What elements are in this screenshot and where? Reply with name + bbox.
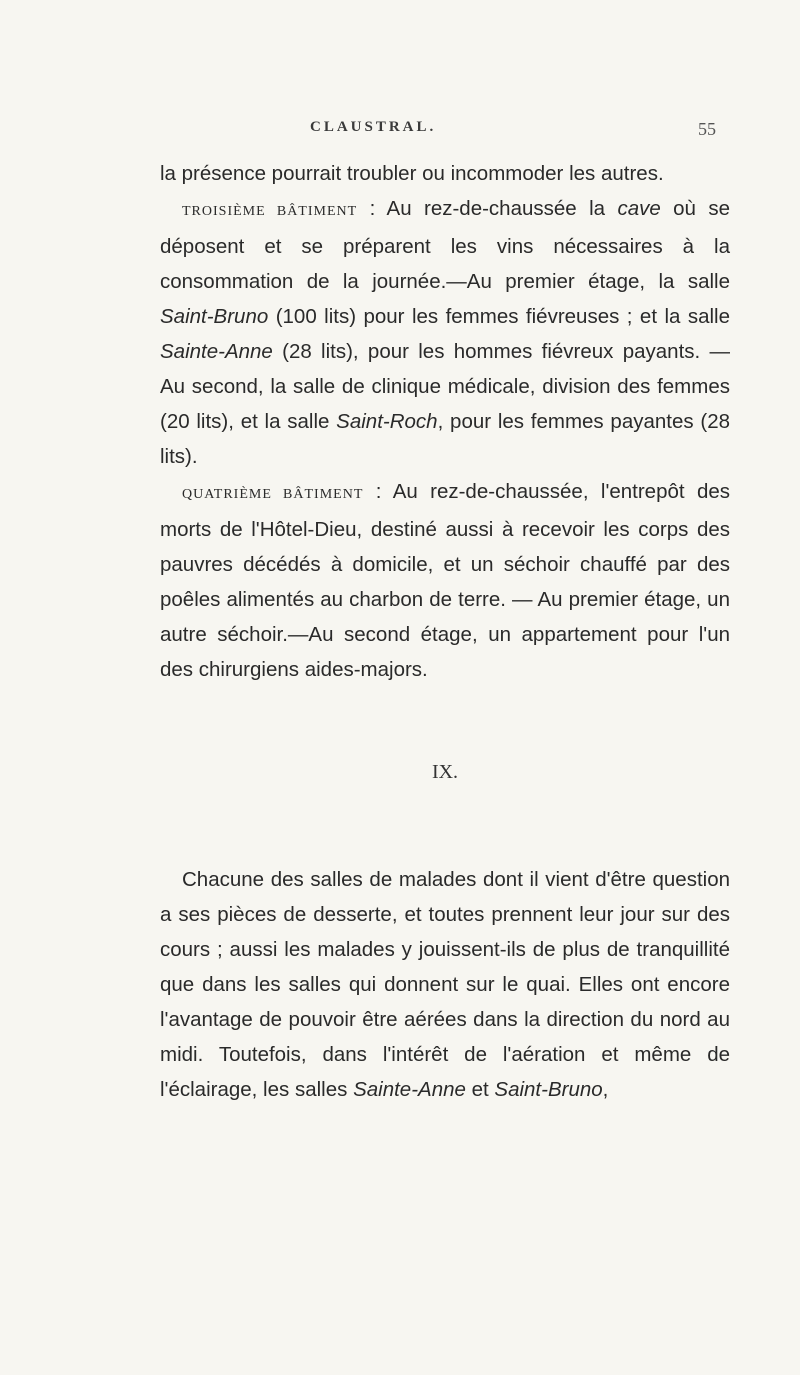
paragraph-text: : Au rez-de-chaussée la (357, 197, 618, 220)
ward-name: Saint-Bruno (160, 305, 269, 328)
paragraph-fourth-building (160, 474, 730, 687)
paragraph-text: , (602, 1078, 609, 1101)
page-number: 55 (698, 119, 716, 139)
paragraph-text: : Au rez-de-chaussée, l'entrepôt des morts de l'Hôtel-Dieu, destiné aussi à recevoir les corps des pauvres décédés à domicile, et un séchoir chauffé par des poêles alimentés au charbon de terre. — Au premier étage, un autre séchoir.—Au second étage, un appartement pour l'un des chirurgiens aides-majors. (160, 480, 730, 681)
paragraph-section-ix (160, 862, 730, 1107)
running-head (160, 119, 730, 143)
paragraph-continued (160, 156, 730, 191)
paragraph-label: QUATRIÈME BÂTIMENT (182, 487, 364, 502)
text-block-lower (160, 862, 730, 1107)
ward-name: Saint-Roch (336, 410, 438, 433)
ward-name: Sainte-Anne (160, 340, 273, 363)
section-heading: IX. (431, 761, 459, 783)
paragraph-text: (28 lits), pour les hommes fiévreux payants. — Au second, la salle de clinique médicale, division des femmes (20 lits), et la salle (160, 340, 730, 433)
paragraph-text: la présence pourrait troubler ou incommoder les autres. (160, 162, 664, 185)
text-block-upper (160, 156, 730, 687)
ward-name: Sainte-Anne (353, 1078, 466, 1101)
paragraph-text: où se déposent et se préparent les vins nécessaires à la consommation de la journée.—Au premier étage, la salle (160, 197, 730, 293)
paragraph-text: (100 lits) pour les femmes fiévreuses ; et la salle (268, 305, 730, 328)
ward-name: Saint-Bruno (494, 1078, 603, 1101)
paragraph-text: et (465, 1078, 495, 1101)
paragraph-third-building (160, 191, 730, 474)
paragraph-label: TROISIÈME BÂTIMENT (182, 204, 358, 219)
paragraph-text: , pour les femmes payantes (28 lits). (160, 410, 730, 468)
paragraph-text: Chacune des salles de malades dont il vient d'être question a ses pièces de desserte, et toutes prennent leur jour sur des cours ; aussi les malades y jouissent-ils de plus de tranquillité que dans les salles qui donnent sur le quai. Elles ont encore l'avantage de pouvoir être aérées dans la direction du nord au midi. Toutefois, dans l'intérêt de l'aération et même de l'éclairage, les salles (160, 868, 730, 1101)
italic-term: cave (617, 197, 661, 220)
running-title: CLAUSTRAL. (310, 119, 437, 135)
